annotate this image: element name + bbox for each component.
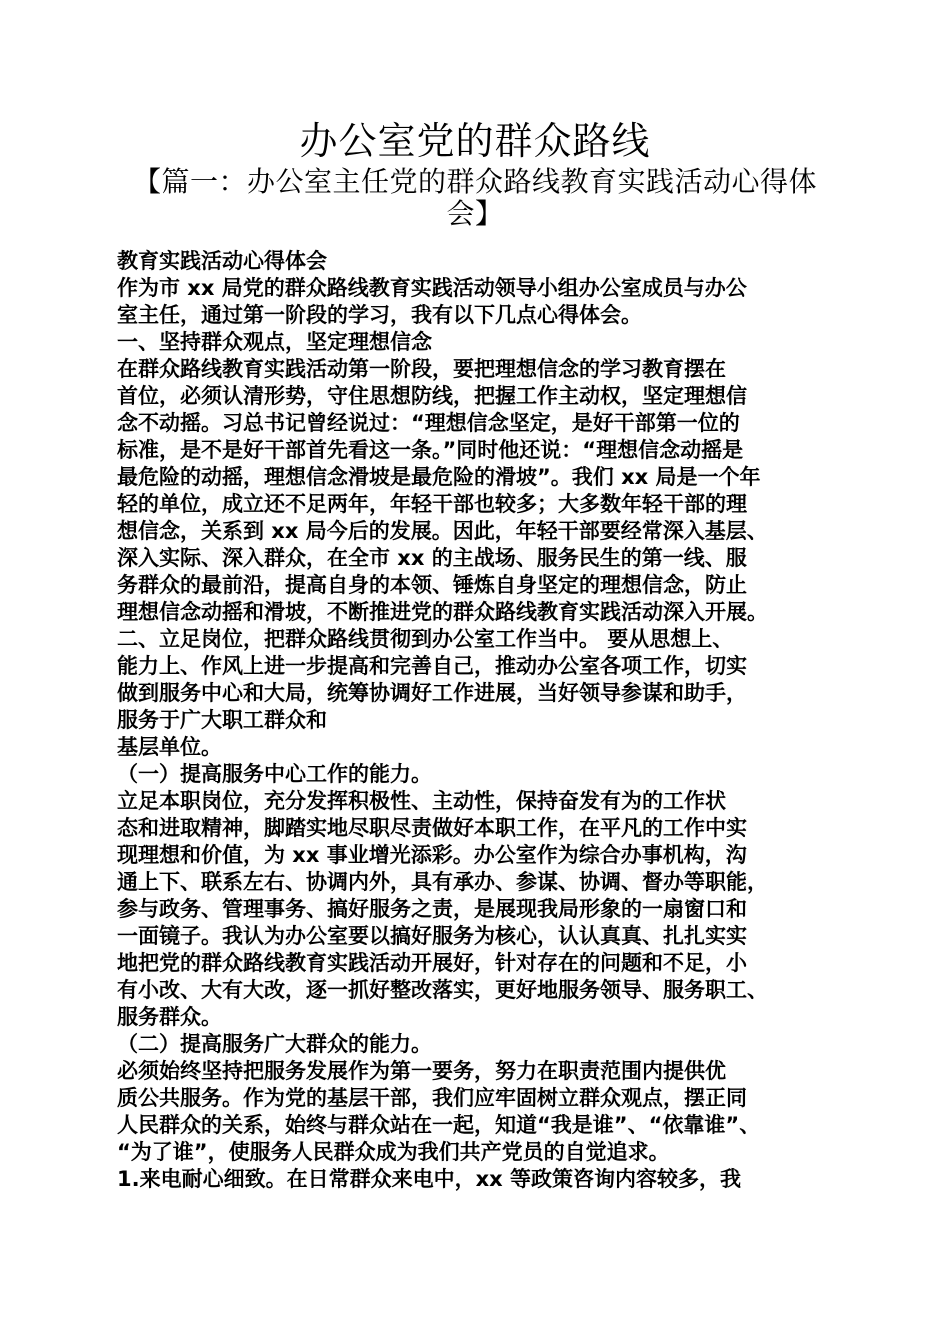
body-line: 深入实际、深入群众，在全市 xx 的主战场、服务民生的第一线、服 [117, 546, 747, 570]
body-line: 一、坚持群众观点，坚定理想信念 [117, 330, 432, 354]
body-line: 能力上、作风上进一步提高和完善自己，推动办公室各项工作，切实 [117, 654, 747, 678]
document-subtitle: 【篇一：办公室主任党的群众路线教育实践活动心得体会】 [132, 165, 817, 230]
body-line: 室主任，通过第一阶段的学习，我有以下几点心得体会。 [117, 303, 642, 327]
body-line: 基层单位。 [117, 735, 222, 759]
body-line: 二、立足岗位，把群众路线贯彻到办公室工作当中。 要从思想上、 [117, 627, 734, 651]
body-line: 现理想和价值，为 xx 事业增光添彩。办公室作为综合办事机构，沟 [117, 843, 747, 867]
body-line: 最危险的动摇，理想信念滑坡是最危险的滑坡”。我们 xx 局是一个年 [117, 465, 761, 489]
body-line: 服务群众。 [117, 1005, 222, 1029]
body-line: 1.来电耐心细致。在日常群众来电中，xx 等政策咨询内容较多，我 [117, 1167, 741, 1191]
body-line: 在群众路线教育实践活动第一阶段，要把理想信念的学习教育摆在 [117, 357, 726, 381]
body-line: 必须始终坚持把服务发展作为第一要务，努力在职责范围内提供优 [117, 1059, 726, 1083]
body-line: 人民群众的关系，始终与群众站在一起，知道“我是谁”、“依靠谁”、 [117, 1113, 761, 1137]
body-line: （一）提高服务中心工作的能力。 [117, 762, 432, 786]
body-line: 轻的单位，成立还不足两年，年轻干部也较多；大多数年轻干部的理 [117, 492, 747, 516]
body-line: 标准，是不是好干部首先看这一条。”同时他还说：“理想信念动摇是 [117, 438, 744, 462]
body-line: 作为市 xx 局党的群众路线教育实践活动领导小组办公室成员与办公 [117, 276, 747, 300]
body-line: （二）提高服务广大群众的能力。 [117, 1032, 432, 1056]
body-line: 念不动摇。习总书记曾经说过：“理想信念坚定，是好干部第一位的 [117, 411, 740, 435]
document-body [117, 248, 847, 1193]
body-line: “为了谁”，使服务人民群众成为我们共产党员的自觉追求。 [117, 1140, 670, 1164]
body-line: 有小改、大有大改，逐一抓好整改落实，更好地服务领导、服务职工、 [117, 978, 768, 1002]
body-line: 地把党的群众路线教育实践活动开展好，针对存在的问题和不足，小 [117, 951, 747, 975]
body-line: 首位，必须认清形势，守住思想防线，把握工作主动权，坚定理想信 [117, 384, 747, 408]
body-line: 一面镜子。我认为办公室要以搞好服务为核心，认认真真、扎扎实实 [117, 924, 747, 948]
body-line: 态和进取精神，脚踏实地尽职尽责做好本职工作，在平凡的工作中实 [117, 816, 747, 840]
body-line: 教育实践活动心得体会 [117, 249, 327, 273]
body-line: 通上下、联系左右、协调内外，具有承办、参谋、协调、督办等职能， [117, 870, 768, 894]
body-line: 服务于广大职工群众和 [117, 708, 327, 732]
document-title: 办公室党的群众路线 [299, 119, 651, 163]
body-line: 立足本职岗位，充分发挥积极性、主动性，保持奋发有为的工作状 [117, 789, 726, 813]
body-line: 想信念，关系到 xx 局今后的发展。因此，年轻干部要经常深入基层、 [117, 519, 768, 543]
body-line: 务群众的最前沿，提高自身的本领、锤炼自身坚定的理想信念，防止 [117, 573, 747, 597]
body-line: 质公共服务。作为党的基层干部，我们应牢固树立群众观点，摆正同 [117, 1086, 747, 1110]
body-line: 做到服务中心和大局，统筹协调好工作进展，当好领导参谋和助手， [117, 681, 747, 705]
body-line: 参与政务、管理事务、搞好服务之责，是展现我局形象的一扇窗口和 [117, 897, 747, 921]
body-line: 理想信念动摇和滑坡，不断推进党的群众路线教育实践活动深入开展。 [117, 600, 768, 624]
